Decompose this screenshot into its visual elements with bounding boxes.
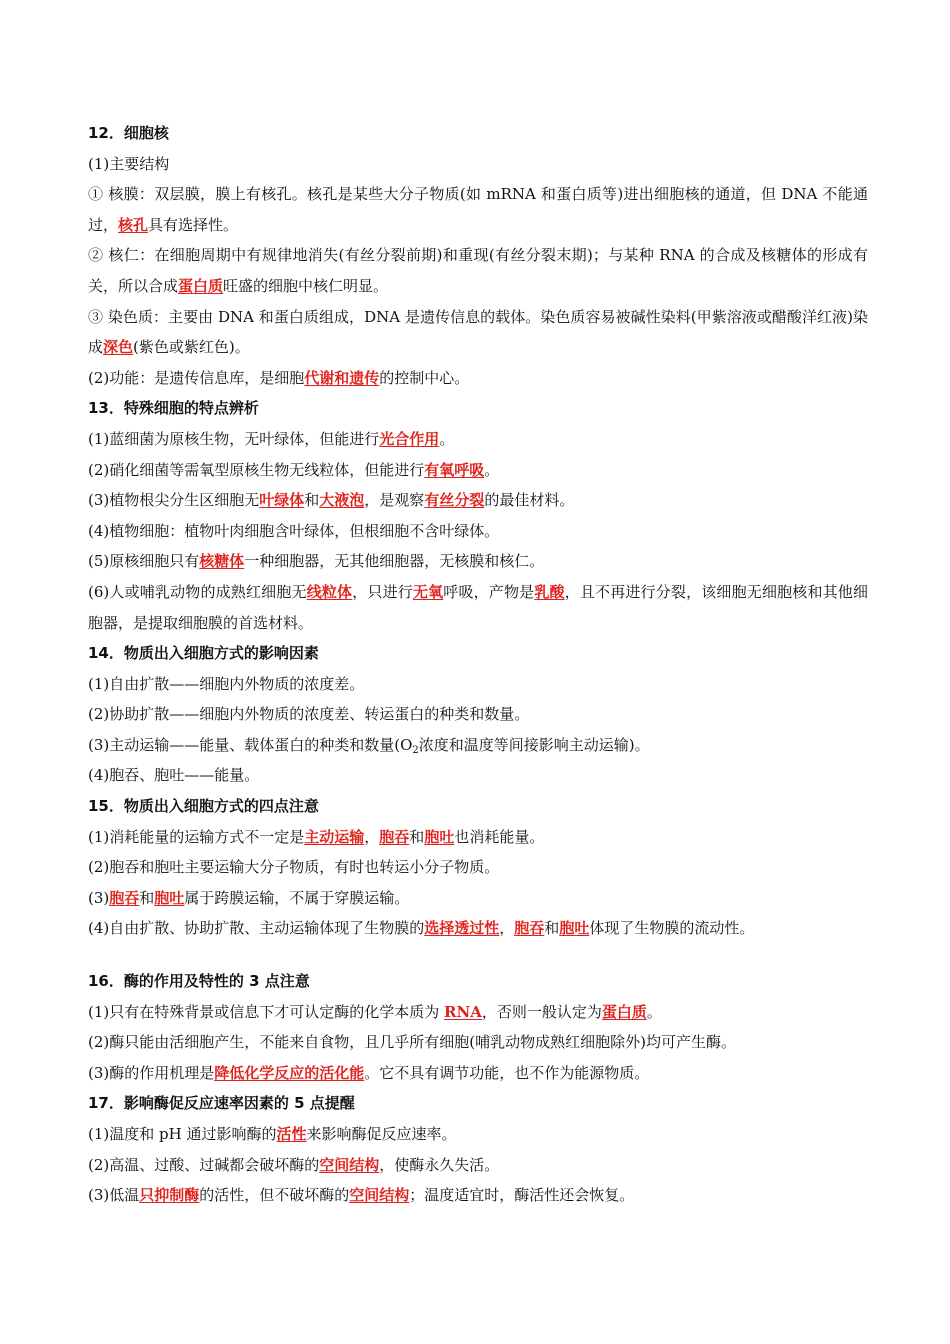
highlighted-keyword: 胞吐 [154,888,185,907]
text-run: 属于跨膜运输，不属于穿膜运输。 [184,888,410,907]
text-run: 和 [409,827,425,846]
text-run: (4)植物细胞：植物叶肉细胞含叶绿体，但根细胞不含叶绿体。 [88,521,500,540]
text-run: ， [499,919,515,938]
highlighted-keyword: 空间结构 [319,1155,380,1174]
text-run: (紫色或紫红色)。 [133,338,250,357]
paragraph [88,149,868,180]
text-run: 具有选择性。 [148,215,239,234]
highlighted-keyword: 有氧呼吸 [424,460,485,479]
text-run: (1)自由扩散——细胞内外物质的浓度差。 [88,674,365,693]
highlighted-keyword: 大液泡 [319,491,365,510]
subscript: 2 [412,744,419,756]
text-run: 。 [646,1002,662,1021]
text-run: ，且不再进行分裂，该细胞无细胞核和其他细胞器，是提取细胞膜的首选材料。 [88,582,868,632]
highlighted-keyword: 胞吞 [379,827,410,846]
text-run: (2)酶只能由活细胞产生，不能来自食物，且几乎所有细胞(哺乳动物成熟红细胞除外)均可产生酶。 [88,1033,736,1052]
highlighted-keyword: 胞吐 [424,827,455,846]
text-run: (2)胞吞和胞吐主要运输大分子物质，有时也转运小分子物质。 [88,858,500,877]
paragraph [88,883,868,914]
text-run: 体现了生物膜的流动性。 [589,919,755,938]
highlighted-keyword: 核糖体 [199,552,245,571]
text-run: (4)胞吞、胞吐——能量。 [88,766,260,785]
paragraph [88,302,868,363]
paragraph [88,852,868,883]
text-run: ，是观察 [364,491,425,510]
text-run: (1)只有在特殊背景或信息下才可认定酶的化学本质为 [88,1002,445,1021]
paragraph [88,669,868,700]
highlighted-keyword: 蛋白质 [178,276,224,295]
highlighted-keyword: RNA [444,1002,482,1021]
paragraph [88,516,868,547]
text-run: 呼吸，产物是 [443,582,535,601]
text-run: ③ 染色质：主要由 DNA 和蛋白质组成，DNA 是遗传信息的载体。染色质容易被碱性染料(甲紫溶液或醋酸洋红液)染成 [88,307,868,357]
paragraph [88,699,868,730]
highlighted-keyword: 蛋白质 [601,1002,647,1021]
highlighted-keyword: 胞吞 [514,919,545,938]
text-run: (3) [88,888,110,907]
text-run: 旺盛的细胞中核仁明显。 [223,276,389,295]
highlighted-keyword: 活性 [276,1125,307,1143]
text-run: (3)酶的作用机理是 [88,1063,215,1082]
section-gap [88,944,868,966]
paragraph [88,730,868,761]
highlighted-keyword: 无氧 [412,582,444,601]
text-run: 的控制中心。 [379,368,470,387]
text-run: (1)主要结构 [88,154,170,173]
section-heading: 13．特殊细胞的特点辨析 [88,399,259,418]
paragraph [88,997,868,1028]
text-run: ，只进行 [352,582,413,601]
section-heading: 15．物质出入细胞方式的四点注意 [88,797,319,816]
text-run: ，否则一般认定为 [481,1002,602,1021]
text-run: 一种细胞器，无其他细胞器，无核膜和核仁。 [244,552,545,571]
text-run: (5)原核细胞只有 [88,552,200,571]
paragraph [88,240,868,301]
paragraph [88,455,868,486]
text-run: (2)硝化细菌等需氧型原核生物无线粒体，但能进行 [88,460,425,479]
text-run: ， [364,827,380,846]
paragraph [88,822,868,853]
text-run: 的活性，但不破坏酶的 [199,1186,350,1205]
text-run: (4)自由扩散、协助扩散、主动运输体现了生物膜的 [88,919,425,938]
text-run: ；温度适宜时，酶活性还会恢复。 [409,1186,635,1205]
paragraph [88,577,868,638]
section-heading: 14．物质出入细胞方式的影响因素 [88,644,319,663]
text-run: (6)人或哺乳动物的成熟红细胞无 [88,582,307,601]
text-run: 的最佳材料。 [484,491,575,510]
text-run: 和 [304,491,320,510]
section-heading: 12．细胞核 [88,124,169,142]
highlighted-keyword: 只抑制酶 [139,1186,200,1205]
text-run: 。 [484,460,500,479]
text-run: (3)植物根尖分生区细胞无 [88,491,260,510]
text-run: ，使酶永久失活。 [379,1155,500,1174]
text-run: (2)高温、过酸、过碱都会破坏酶的 [88,1155,320,1174]
section-heading: 16．酶的作用及特性的 3 点注意 [88,972,310,991]
paragraph [88,485,868,516]
text-run: (1)消耗能量的运输方式不一定是 [88,827,305,846]
text-run: (3)低温 [88,1186,140,1205]
highlighted-keyword: 空间结构 [349,1186,410,1205]
text-run: (2)功能：是遗传信息库，是细胞 [88,368,305,387]
highlighted-keyword: 深色 [103,338,134,357]
highlighted-keyword: 有丝分裂 [424,491,485,510]
highlighted-keyword: 选择透过性 [424,919,500,938]
document-page [88,118,868,1211]
text-run: 。它不具有调节功能，也不作为能源物质。 [364,1063,650,1082]
text-run: (1)温度和 pH 通过影响酶的 [88,1125,277,1143]
text-run: (2)协助扩散——细胞内外物质的浓度差、转运蛋白的种类和数量。 [88,705,530,724]
highlighted-keyword: 线粒体 [306,582,353,601]
highlighted-keyword: 叶绿体 [259,491,305,510]
paragraph [88,913,868,944]
text-run: 和 [139,888,155,907]
text-run: 浓度和温度等间接影响主动运输)。 [418,735,650,754]
paragraph [88,1119,868,1150]
paragraph [88,546,868,577]
paragraph [88,179,868,240]
highlighted-keyword: 光合作用 [379,429,440,448]
text-run: (3)主动运输——能量、载体蛋白的种类和数量(O [88,735,413,754]
text-run: 和 [544,919,560,938]
text-run: (1)蓝细菌为原核生物，无叶绿体，但能进行 [88,429,380,448]
highlighted-keyword: 主动运输 [304,827,365,846]
paragraph [88,760,868,791]
text-run: ② 核仁：在细胞周期中有规律地消失(有丝分裂前期)和重现(有丝分裂末期)；与某种 RNA 的合成及核糖体的形成有关，所以合成 [88,246,868,295]
paragraph [88,363,868,394]
text-run: 。 [439,429,455,448]
highlighted-keyword: 乳酸 [534,582,565,601]
text-run: 来影响酶促反应速率。 [306,1125,457,1143]
paragraph [88,424,868,455]
highlighted-keyword: 胞吐 [559,919,590,938]
paragraph [88,1058,868,1089]
paragraph [88,1027,868,1058]
text-run: 也消耗能量。 [454,827,545,846]
paragraph [88,1180,868,1211]
paragraph [88,1150,868,1181]
highlighted-keyword: 核孔 [118,215,149,234]
section-heading: 17．影响酶促反应速率因素的 5 点提醒 [88,1094,355,1113]
highlighted-keyword: 胞吞 [109,888,140,907]
highlighted-keyword: 代谢和遗传 [304,368,380,387]
text-run: ① 核膜：双层膜，膜上有核孔。核孔是某些大分子物质(如 mRNA 和蛋白质等)进出细胞核的通道，但 DNA 不能通过， [88,185,868,234]
highlighted-keyword: 降低化学反应的活化能 [214,1063,365,1082]
